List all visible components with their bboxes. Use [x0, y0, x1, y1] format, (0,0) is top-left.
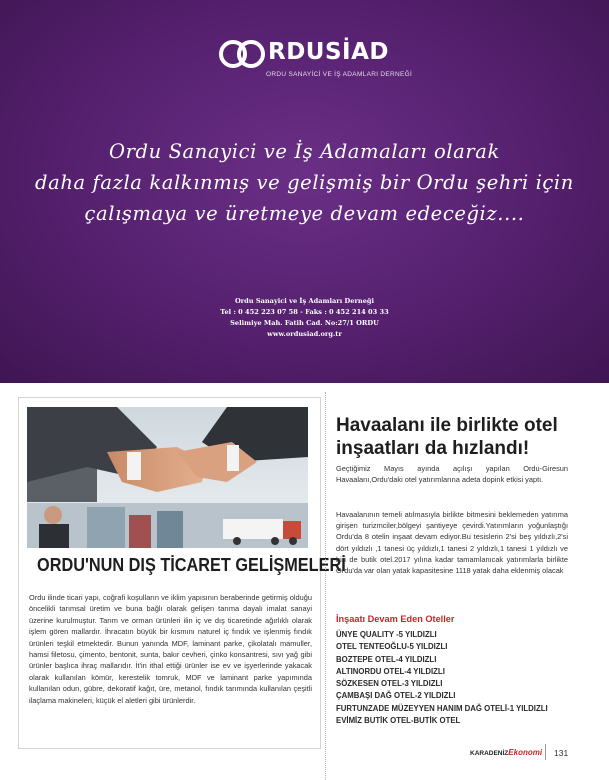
hotel-list: [336, 629, 548, 727]
list-item: OTEL TENTEOĞLU-5 YILDIZLI: [336, 642, 448, 652]
contact-website-link[interactable]: www.ordusiad.org.tr: [267, 330, 342, 338]
list-item: BOZTEPE OTEL-4 YILDIZLI: [336, 654, 437, 664]
interlocking-rings-icon: [218, 38, 270, 70]
slogan-line: çalışmaya ve üretmeye devam edeceğiz....: [84, 202, 525, 225]
article-body: Ordu ilinde ticari yapı, coğrafi koşulların ve iklim yapısının beraberinde getirmiş olduğu öncelikli tarımsal üretim ve buna bağlı olarak gelişen tarıma dayalı imalat sanayi üzerine kurulmuştur. Tarım ve orman ürünleri ilin iç ve dış ticaretinde ağırlıklı olarak işlem gören mallardır. İhracatın büyük bir kısmını naturel iç fındık ve işlenmiş fındık ürünleri teşkil etmektedir. Bunun yanında MDF, laminant parke, çikolatalı mamuller, hamsi filetosu, çimento, bentonit, sunta, bakır cevheri, çinko konsantresi, sıvı yağ gibi ürünler başlıca ihraç mallarıdır. İt'in ithal ettiği ürünler ise ev ve işyerlerinde yakacak olarak kullanılan kömür, kerestelik tomruk, MDF ve laminant parke yapımında kullanılan odun, gübre, dekoratif kağıt, üre, metanol, fındık tarımında kullanılan çeşitli ilaçlama makineleri, küçük el aletleri gibi ürünlerdir.: [29, 593, 312, 705]
hotel-list-heading: İnşaatı Devam Eden Oteller: [336, 614, 455, 624]
page-number: 131: [554, 748, 569, 758]
ordusiad-advertisement: [0, 0, 609, 383]
slogan-line: daha fazla kalkınmış ve gelişmiş bir Ordu şehri için: [35, 171, 574, 194]
list-item: FURTUNZADE MÜZEYYEN HANIM DAĞ OTELİ-1 YILDIZLI: [336, 703, 548, 713]
list-item: EVİMİZ BUTİK OTEL-BUTİK OTEL: [336, 716, 461, 726]
column-divider: [325, 392, 326, 780]
foreign-trade-article: [18, 397, 346, 749]
ad-contact-block: [150, 296, 459, 340]
logo-wordmark: RDUSİAD: [268, 39, 389, 65]
ad-slogan: [20, 136, 589, 229]
hotel-article-paragraph-1: Geçtiğimiz Mayıs ayında açılışı yapılan Ordu-Giresun Havaalanı,Ordu'daki otel yatırımlarına adeta dopink etkisi yaptı.: [336, 464, 568, 485]
list-item: ÇAMBAŞI DAĞ OTEL-2 YILDIZLI: [336, 691, 456, 701]
contact-address: Selimiye Mah. Fatih Cad. No:27/1 ORDU: [230, 319, 379, 327]
slogan-line: Ordu Sanayici ve İş Adamaları olarak: [109, 140, 500, 163]
list-item: SÖZKESEN OTEL-3 YILDIZLI: [336, 679, 443, 689]
list-item: ÜNYE QUALITY -5 YILDIZLI: [336, 630, 437, 639]
contact-org-name: Ordu Sanayici ve İş Adamları Derneği: [234, 297, 375, 305]
logo-subtitle: ORDU SANAYİCİ VE İŞ ADAMLARI DERNEĞİ: [266, 71, 413, 78]
brand-karadeniz: KARADENİZ: [470, 750, 509, 757]
hotel-article-paragraph-2: Havaalanının temeli atılmasıyla birlikte bitmesini beklemeden yatırıma girişen turizmciler,bölgeyi şantiyeye çevirdi.Yatırımların yoğunlaştığı Ordu'da 8 otelin inşaat devam ediyor.Bu tesislerin 2'si beş yıldızlı,2'si dört yıldızlı ,1 tanesi üç yıldızlı,1 tanesi 2 yıldızlı,1 tanesi 1 yıldızlı ve biri de butik otel.2017 yılına kadar tamamlanıcak yatırımlarla birlikte Ordu'da var olan yatak kapasitesine 1118 yatak daha eklenmiş olacak: [336, 510, 568, 576]
list-item: ALTINORDU OTEL-4 YILDIZLI: [336, 666, 445, 676]
footer-separator: [545, 744, 546, 760]
handshake-photo: [27, 407, 308, 548]
hotel-article-title: Havaalanı ile birlikte otel inşaatları da hızlandı!: [336, 415, 558, 459]
article-title: ORDU'NUN DIŞ TİCARET GELİŞMELERİ: [37, 554, 346, 575]
magazine-brand: [470, 748, 542, 757]
brand-ekonomi: Ekonomi: [508, 748, 543, 757]
contact-phone-fax: Tel : 0 452 223 07 58 - Faks : 0 452 214 03 33: [220, 308, 389, 316]
ordusiad-logo: [218, 36, 413, 86]
